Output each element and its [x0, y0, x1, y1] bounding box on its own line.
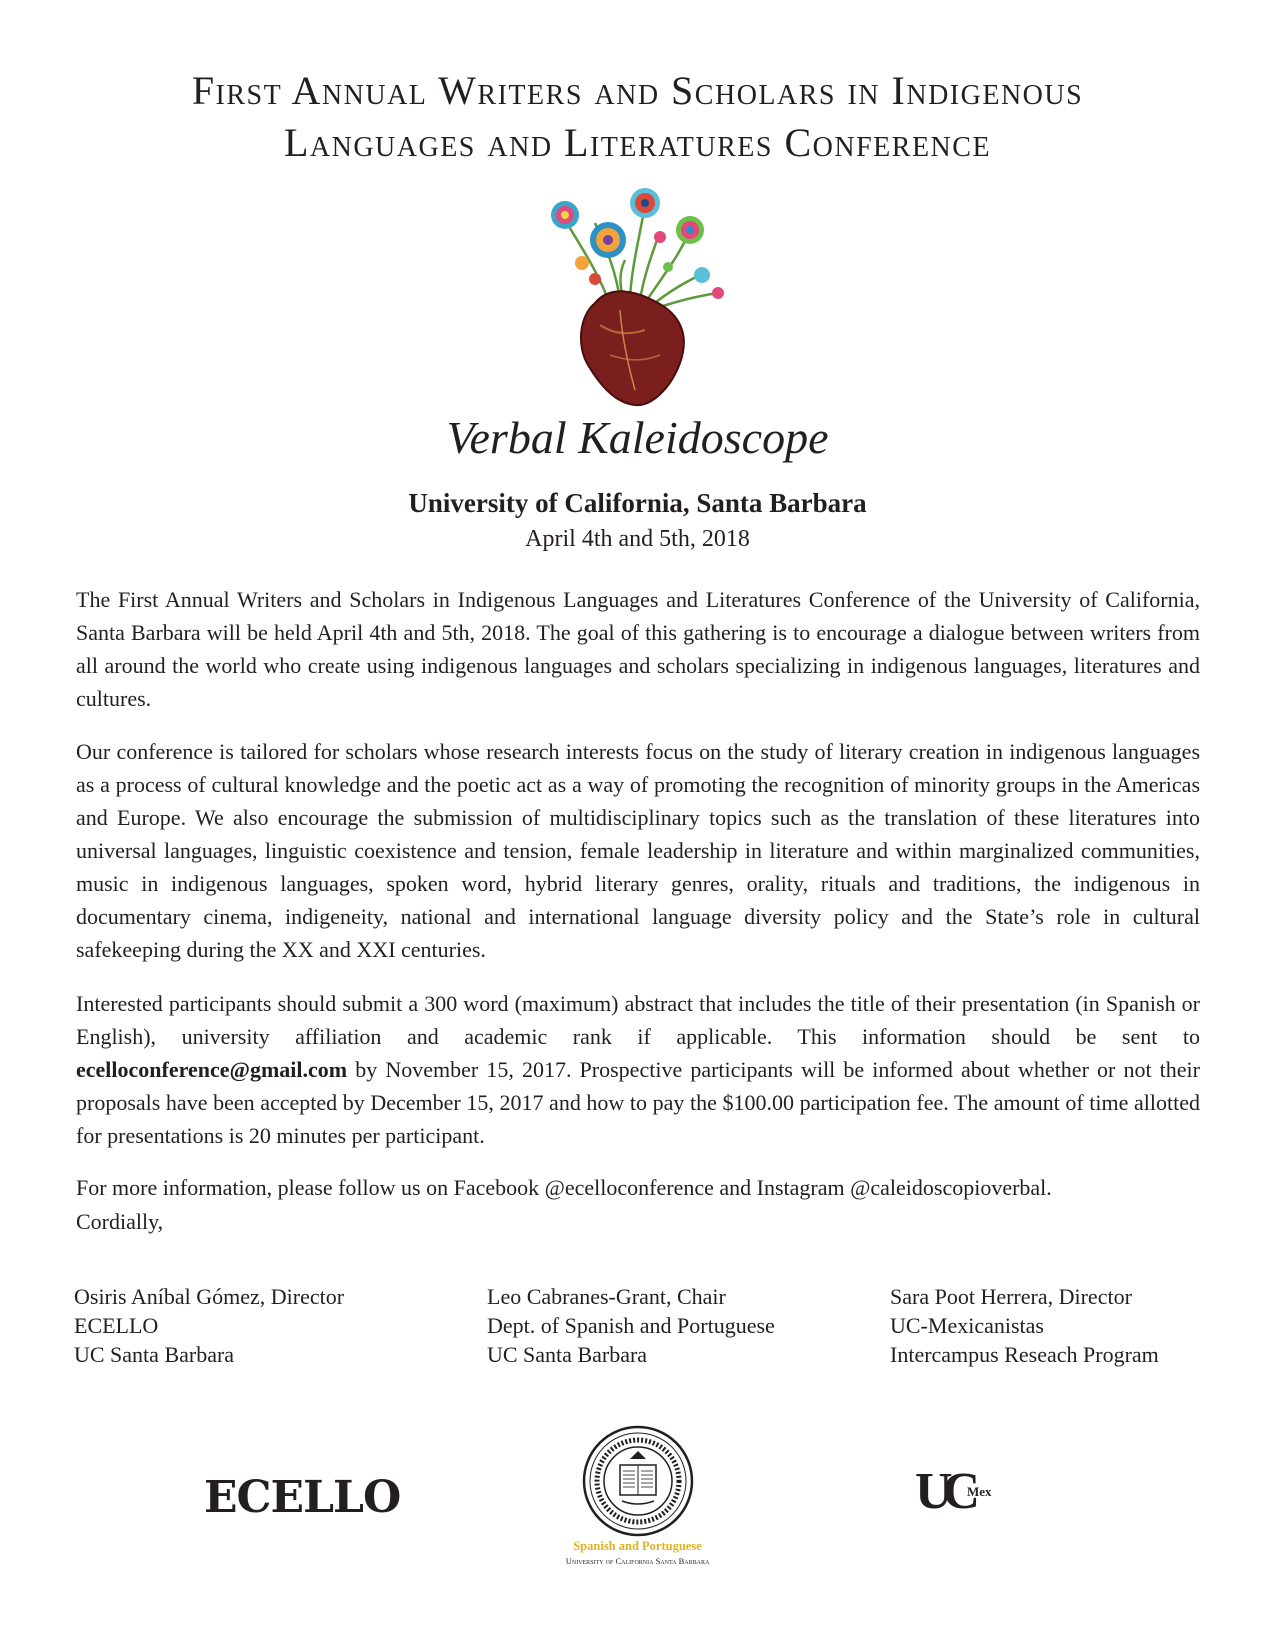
signatory-org: UC-Mexicanistas: [890, 1313, 1044, 1338]
department-logo-text: Spanish and Portuguese: [573, 1539, 702, 1553]
signatory-affiliation: Intercampus Reseach Program: [890, 1342, 1159, 1367]
scope-paragraph: Our conference is tailored for scholars whose research interests focus on the study of literary creation in indigenous languages as a process of cultural knowledge and the poetic act as a way of promoting the recognition of minority groups in the Americas and Europe. We also encourage the submission of multidisciplinary topics such as the translation of these literatures into universal languages, linguistic coexistence and tension, female leadership in literature and within marginalized communities, music in indigenous languages, spoken word, hybrid literary genres, orality, rituals and traditions, the indigenous in documentary cinema, indigeneity, national and international language diversity policy and the State’s role in cultural safekeeping during the XX and XXI centuries.: [76, 739, 1200, 962]
ucmex-logo-main: UC: [915, 1463, 971, 1520]
signatory-name: Leo Cabranes-Grant, Chair: [487, 1284, 726, 1309]
signatory-affiliation: UC Santa Barbara: [487, 1342, 648, 1367]
flower-1: [551, 201, 579, 229]
signatory-name: Sara Poot Herrera, Director: [890, 1284, 1132, 1309]
closing-salutation: Cordially,: [76, 1209, 164, 1234]
title-line-2: Languages and Literatures Conference: [283, 120, 992, 165]
event-venue: University of California, Santa Barbara: [408, 488, 867, 518]
signatory-name: Osiris Aníbal Gómez, Director: [74, 1284, 345, 1309]
submission-paragraph: [76, 987, 1200, 1152]
signatory-3: [890, 1282, 1159, 1369]
event-dates: April 4th and 5th, 2018: [525, 526, 750, 552]
heart-flowers-illustration: [540, 185, 740, 410]
signatory-1: [74, 1282, 344, 1369]
submission-text-2: by November 15, 2017. Prospective participants will be informed about whether or not their proposals have been accepted by December 15, 2017 and how to pay the $100.00 participation fee. The amount of time allotted for presentations is 20 minutes per participant.: [76, 1057, 1200, 1148]
flower-2: [630, 188, 660, 218]
ucmex-logo-sub: Mex: [967, 1484, 992, 1499]
intro-paragraph: The First Annual Writers and Scholars in Indigenous Languages and Literatures Conference of the University of California, Santa Barbara will be held April 4th and 5th, 2018. The goal of this gathering is to encourage a dialogue between writers from all around the world who create using indigenous languages and scholars specializing in indigenous languages, literatures and cultures.: [76, 587, 1200, 711]
contact-email-link[interactable]: ecelloconference@gmail.com: [76, 1057, 348, 1082]
signatory-org: Dept. of Spanish and Portuguese: [487, 1313, 775, 1338]
heart-shape: [581, 291, 684, 405]
event-subtitle: Verbal Kaleidoscope: [446, 412, 829, 463]
signatory-affiliation: UC Santa Barbara: [74, 1342, 235, 1367]
signatory-2: [487, 1282, 775, 1369]
signatory-org: ECELLO: [74, 1313, 159, 1338]
ucsb-seal-icon: [582, 1425, 694, 1537]
ecello-logo: ECELLO: [204, 1472, 401, 1523]
title-line-1: First Annual Writers and Scholars in Indigenous: [191, 68, 1084, 113]
ucmex-logo: [915, 1462, 995, 1522]
university-logo-text: University of California Santa Barbara: [565, 1556, 710, 1566]
social-paragraph: For more information, please follow us on Facebook @ecelloconference and Instagram @caleidoscopioverbal.: [76, 1175, 1052, 1200]
submission-text-1: Interested participants should submit a 300 word (maximum) abstract that includes the title of their presentation (in Spanish or English), university affiliation and academic rank if applicable. This information should be sent to: [76, 991, 1200, 1049]
flower-4: [676, 216, 704, 244]
flower-3: [590, 222, 626, 258]
